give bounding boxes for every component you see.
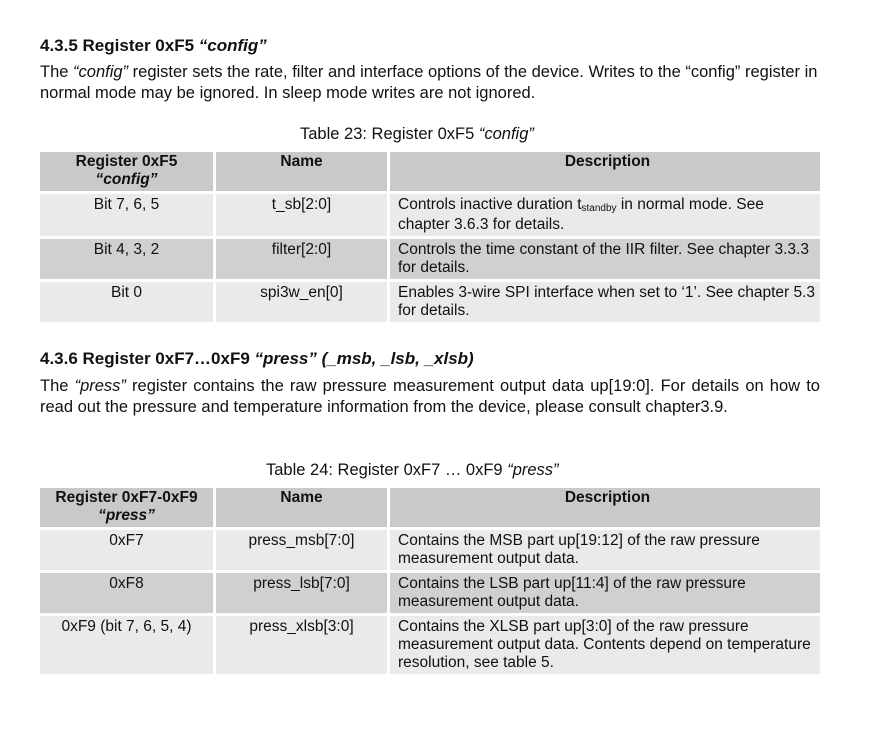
- header-register: [40, 488, 216, 530]
- cell-bits: 0xF8: [40, 573, 216, 616]
- header-name: Name: [216, 152, 390, 194]
- caption-register-name: “config”: [478, 125, 534, 143]
- cell-name: press_xlsb[3:0]: [216, 616, 390, 677]
- cell-description: Enables 3-wire SPI interface when set to ‘1’. See chapter 5.3 for details.: [390, 282, 820, 325]
- header-name: Name: [216, 488, 390, 530]
- press-intro-paragraph: [40, 376, 820, 418]
- heading-register-name: “press” (_msb, _lsb, _xlsb): [254, 349, 474, 368]
- header-description: Description: [390, 152, 820, 194]
- header-description: Description: [390, 488, 820, 530]
- section-heading-press: [40, 349, 474, 369]
- cell-name: press_msb[7:0]: [216, 530, 390, 573]
- table-23-caption: [300, 124, 534, 144]
- cell-bits: 0xF9 (bit 7, 6, 5, 4): [40, 616, 216, 677]
- table-row: [40, 616, 820, 677]
- cell-name: spi3w_en[0]: [216, 282, 390, 325]
- intro-text-start: The: [40, 63, 74, 81]
- cell-description: Contains the LSB part up[11:4] of the raw pressure measurement output data.: [390, 573, 820, 616]
- cell-name: filter[2:0]: [216, 239, 390, 282]
- table-header-row: [40, 488, 820, 530]
- intro-register-name: “press”: [74, 377, 126, 395]
- cell-description: Contains the MSB part up[19:12] of the raw pressure measurement output data.: [390, 530, 820, 573]
- cell-bits: Bit 4, 3, 2: [40, 239, 216, 282]
- desc-text-rest: in normal mode. See chapter 3.6.3 for details.: [398, 196, 764, 233]
- heading-register-name: “config”: [198, 36, 267, 55]
- header-register-line1: Register 0xF5: [75, 153, 178, 170]
- cell-description: [390, 194, 820, 239]
- cell-bits: Bit 7, 6, 5: [40, 194, 216, 239]
- table-24-caption: [266, 460, 559, 480]
- header-register-line2: “press”: [98, 507, 155, 524]
- config-intro-paragraph: [40, 62, 840, 104]
- heading-number: 4.3.5 Register 0xF5: [40, 36, 199, 55]
- table-24-press: [40, 488, 820, 677]
- table-row: [40, 573, 820, 616]
- intro-text-start: The: [40, 377, 75, 395]
- table-row: [40, 530, 820, 573]
- intro-text-rest: register contains the raw pressure measurement output data up[19:0]. For details on how to read out the pressure and temperature information from the device, please consult chapter3.9.: [40, 377, 820, 416]
- intro-text-rest: register sets the rate, filter and interface options of the device. Writes to the “config” register in normal mode may be ignored. In sleep mode writes are not ignored.: [40, 63, 818, 102]
- desc-text: Controls inactive duration t: [398, 196, 582, 213]
- header-register: [40, 152, 216, 194]
- table-header-row: [40, 152, 820, 194]
- header-register-line2: “config”: [95, 171, 158, 188]
- table-row: [40, 282, 820, 325]
- caption-text: Table 24: Register 0xF7 … 0xF9: [266, 461, 508, 479]
- cell-name: press_lsb[7:0]: [216, 573, 390, 616]
- heading-number: 4.3.6 Register 0xF7…0xF9: [40, 349, 255, 368]
- table-23-config: [40, 152, 820, 325]
- section-heading-config: [40, 36, 267, 56]
- cell-name: t_sb[2:0]: [216, 194, 390, 239]
- cell-bits: 0xF7: [40, 530, 216, 573]
- header-register-line1: Register 0xF7-0xF9: [55, 489, 198, 506]
- caption-register-name: “press”: [507, 461, 559, 479]
- intro-register-name: “config”: [73, 63, 129, 81]
- table-row: [40, 239, 820, 282]
- table-row: [40, 194, 820, 239]
- cell-description: Controls the time constant of the IIR filter. See chapter 3.3.3 for details.: [390, 239, 820, 282]
- desc-subscript: standby: [581, 203, 617, 214]
- caption-text: Table 23: Register 0xF5: [300, 125, 479, 143]
- cell-bits: Bit 0: [40, 282, 216, 325]
- cell-description: Contains the XLSB part up[3:0] of the raw pressure measurement output data. Contents depend on temperature resolution, see table 5.: [390, 616, 820, 677]
